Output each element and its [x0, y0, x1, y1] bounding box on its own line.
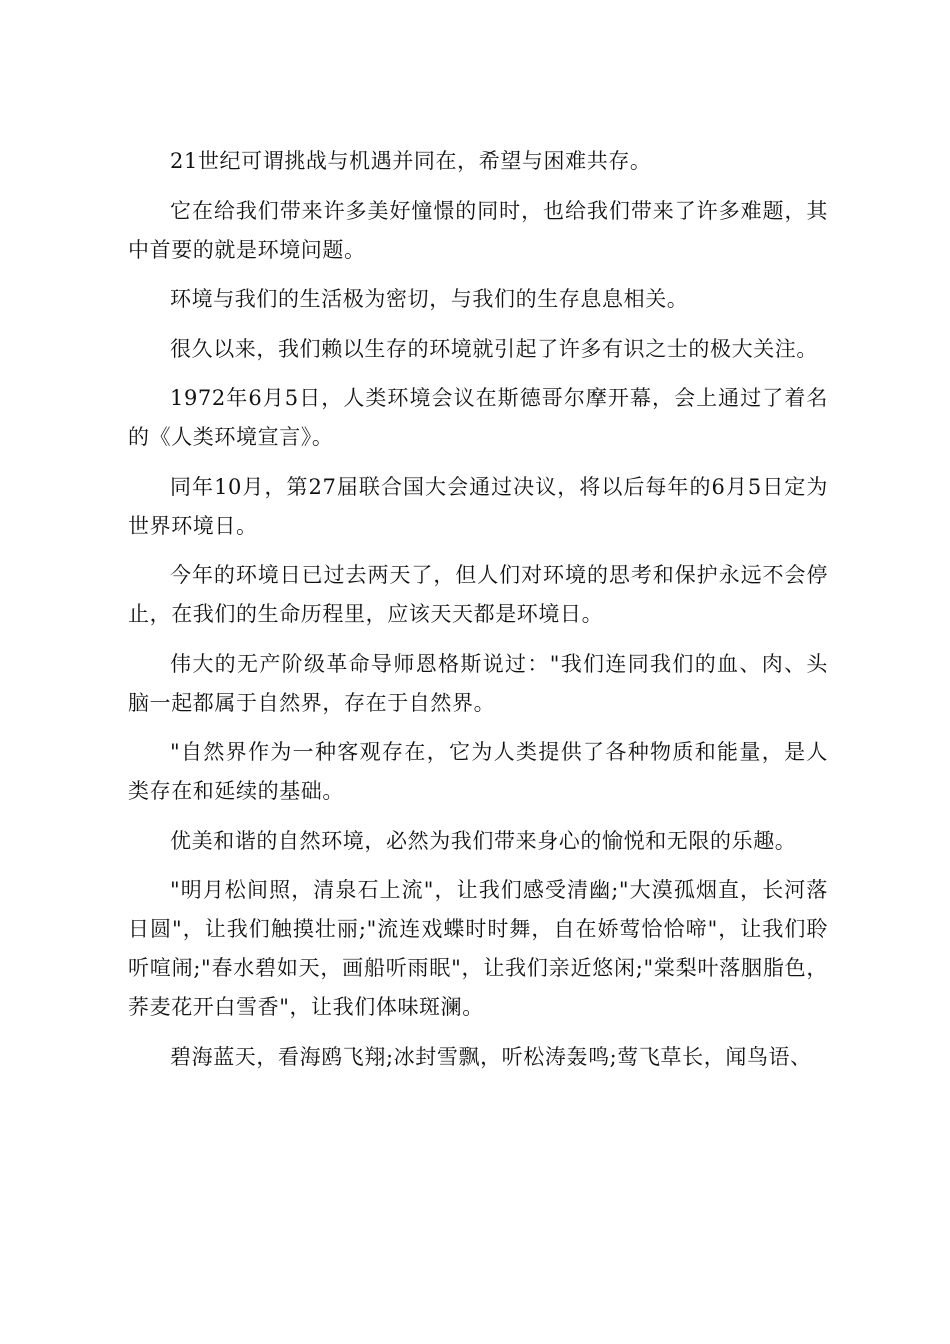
paragraph: "明月松间照，清泉石上流"，让我们感受清幽;"大漠孤烟直，长河落日圆"，让我们触摸壮丽;"流连戏蝶时时舞，自在娇莺恰恰啼"，让我们聆听喧闹;"春水碧如天，画船听雨眠"，让我们亲近悠闲;"棠梨叶落胭脂色，荞麦花开白雪香"，让我们体味斑澜。 — [128, 878, 828, 1019]
paragraph: 很久以来，我们赖以生存的环境就引起了许多有识之士的极大关注。 — [170, 336, 818, 361]
paragraph: "自然界作为一种客观存在，它为人类提供了各种物质和能量，是人类存在和延续的基础。 — [128, 740, 828, 803]
paragraph: 优美和谐的自然环境，必然为我们带来身心的愉悦和无限的乐趣。 — [170, 828, 797, 853]
paragraph: 碧海蓝天，看海鸥飞翔;冰封雪飘，听松涛轰鸣;莺飞草长，闻鸟语、 — [170, 1044, 812, 1069]
document-body — [128, 142, 828, 1087]
paragraph: 环境与我们的生活极为密切，与我们的生存息息相关。 — [170, 287, 689, 311]
paragraph: 21世纪可谓挑战与机遇并同在，希望与困难共存。 — [170, 149, 652, 173]
paragraph: 同年10月，第27届联合国大会通过决议，将以后每年的6月5日定为世界环境日。 — [128, 474, 828, 538]
paragraph: 它在给我们带来许多美好憧憬的同时，也给我们带来了许多难题，其中首要的就是环境问题。 — [128, 198, 828, 262]
paragraph: 1972年6月5日，人类环境会议在斯德哥尔摩开幕，会上通过了着名的《人类环境宣言》。 — [128, 386, 828, 449]
paragraph: 伟大的无产阶级革命导师恩格斯说过："我们连同我们的血、肉、头脑一起都属于自然界，存在于自然界。 — [128, 651, 828, 715]
paragraph: 今年的环境日已过去两天了，但人们对环境的思考和保护永远不会停止，在我们的生命历程里，应该天天都是环境日。 — [128, 563, 828, 626]
